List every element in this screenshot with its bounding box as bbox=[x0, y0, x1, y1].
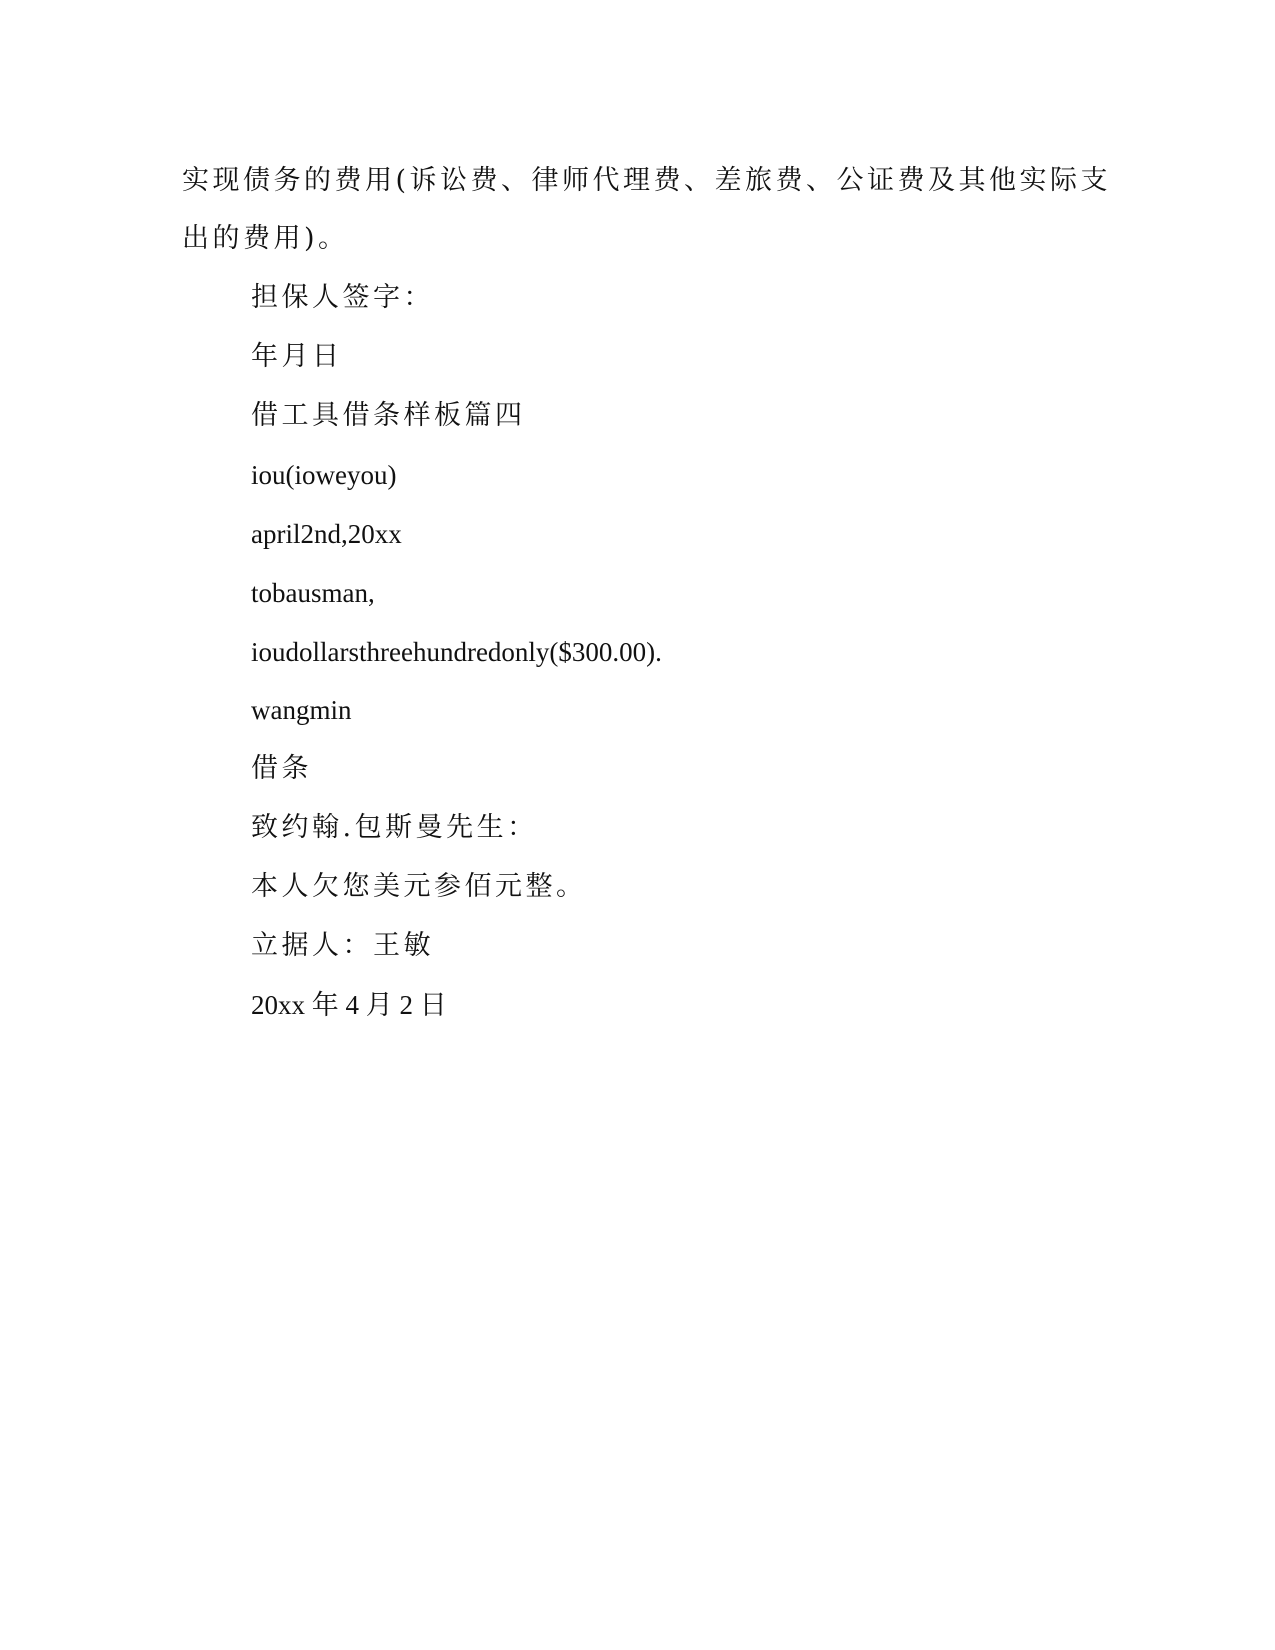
chinese-iou-signatory: 立据人：王敏 bbox=[251, 930, 434, 961]
chinese-iou-date: 20xx 年 4 月 2 日 bbox=[251, 990, 447, 1020]
iou-date: april2nd,20xx bbox=[251, 519, 402, 549]
iou-signatory: wangmin bbox=[251, 695, 352, 725]
paragraph-continuation-line-2: 出的费用)。 bbox=[182, 223, 349, 254]
iou-title: iou(ioweyou) bbox=[251, 460, 397, 490]
paragraph-continuation-line-1: 实现债务的费用(诉讼费、律师代理费、差旅费、公证费及其他实际支 bbox=[182, 165, 1112, 196]
date-placeholder: 年月日 bbox=[251, 341, 343, 372]
chinese-iou-recipient: 致约翰.包斯曼先生： bbox=[251, 812, 538, 843]
section-heading: 借工具借条样板篇四 bbox=[251, 400, 526, 431]
chinese-iou-title: 借条 bbox=[251, 753, 312, 784]
iou-amount: ioudollarsthreehundredonly($300.00). bbox=[251, 637, 662, 667]
iou-recipient: tobausman, bbox=[251, 578, 375, 608]
chinese-iou-amount: 本人欠您美元参佰元整。 bbox=[251, 871, 587, 902]
guarantor-signature-label: 担保人签字： bbox=[251, 282, 434, 313]
